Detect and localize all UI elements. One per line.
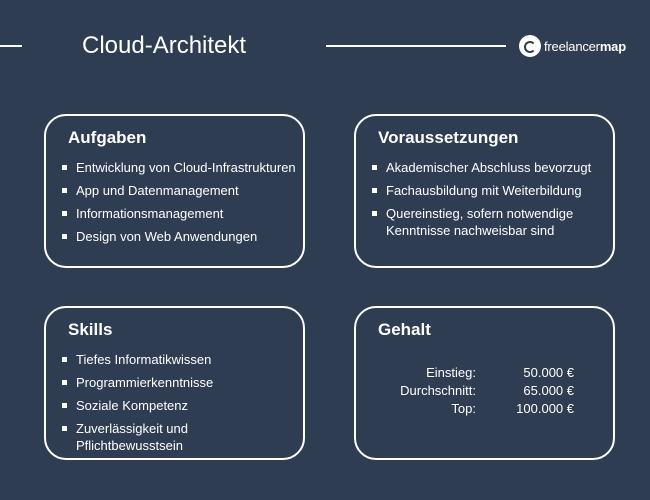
- list-item: Informationsmanagement: [60, 205, 297, 222]
- card-title: Voraussetzungen: [378, 128, 519, 147]
- salary-value: 100.000 €: [516, 401, 574, 416]
- logo-text: [544, 39, 626, 54]
- list-item: Entwicklung von Cloud-Infrastrukturen: [60, 159, 297, 176]
- list-item: Design von Web Anwendungen: [60, 228, 297, 245]
- salary-table: [378, 364, 574, 418]
- list-item: Quereinstieg, sofern notwendige Kenntnisse nachweisbar sind: [370, 205, 607, 239]
- list-item: Tiefes Informatikwissen: [60, 351, 297, 368]
- list-item: Akademischer Abschluss bevorzugt: [370, 159, 607, 176]
- logo-text-prefix: freelancer: [544, 38, 600, 54]
- salary-label: Einstieg:: [426, 365, 476, 380]
- table-row: [378, 400, 574, 418]
- list-item: Zuverlässigkeit und Pflichtbewusstsein: [60, 420, 297, 454]
- page-title: Cloud-Architekt: [82, 32, 247, 59]
- card-title: Aufgaben: [68, 128, 147, 147]
- card-title: Gehalt: [378, 320, 431, 339]
- list-item: App und Datenmanagement: [60, 182, 297, 199]
- card-aufgaben: [44, 114, 305, 268]
- list-item: Soziale Kompetenz: [60, 397, 297, 414]
- salary-value: 50.000 €: [523, 365, 574, 380]
- card-title: Skills: [68, 320, 113, 339]
- list-item: Fachausbildung mit Weiterbildung: [370, 182, 607, 199]
- freelancermap-logo-icon: [519, 35, 541, 57]
- header-rule-right: [326, 45, 506, 47]
- table-row: [378, 364, 574, 382]
- salary-value: 65.000 €: [523, 383, 574, 398]
- freelancermap-logo[interactable]: [519, 34, 626, 58]
- salary-label: Top:: [451, 401, 476, 416]
- logo-text-suffix: map: [599, 38, 626, 54]
- card-skills: [44, 306, 305, 460]
- aufgaben-list: [60, 159, 297, 251]
- card-gehalt: [354, 306, 615, 460]
- card-voraussetzungen: [354, 114, 615, 268]
- table-row: [378, 382, 574, 400]
- voraussetzungen-list: [370, 159, 607, 245]
- list-item: Programmierkenntnisse: [60, 374, 297, 391]
- header-rule-left: [0, 45, 22, 47]
- salary-label: Durchschnitt:: [400, 383, 476, 398]
- skills-list: [60, 351, 297, 460]
